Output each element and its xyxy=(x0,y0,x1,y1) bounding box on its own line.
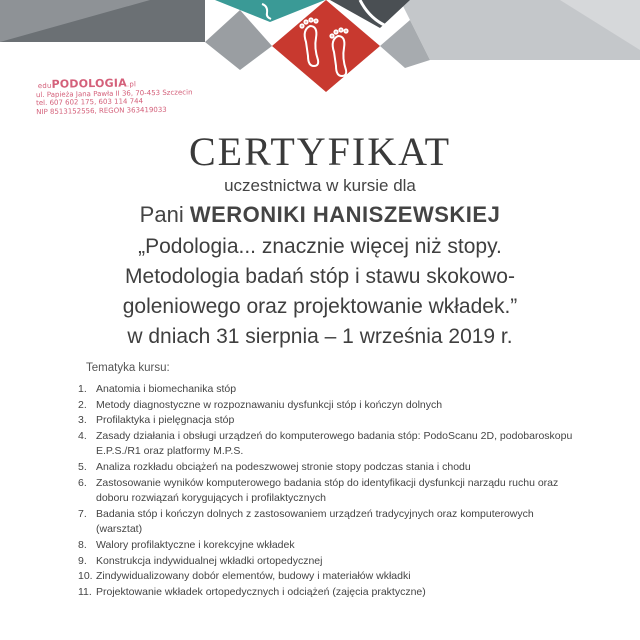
list-item: 7. Badania stóp i kończyn dolnych z zastosowaniem urządzeń tradycyjnych oraz komputerowych (warsztat) xyxy=(78,507,534,536)
list-item: 10. Zindywidualizowany dobór elementów, budowy i materiałów wkładki xyxy=(78,570,411,583)
list-item: 4. Zasady działania i obsługi urządzeń do komputerowego badania stóp: PodoScanu 2D, podobaroskopu E.P.S./R1 oraz platformy M.P.S. xyxy=(78,429,573,458)
course-line-1: „Podologia... znacznie więcej niż stopy. xyxy=(138,235,502,258)
stamp-phone: tel. 607 602 175, 603 114 744 xyxy=(36,97,144,108)
course-line-2: Metodologia badań stóp i stawu skokowo- xyxy=(125,265,515,288)
stamp-ids: NIP 8513152556, REGON 363419033 xyxy=(36,105,167,116)
stamp-address: ul. Papieża Jana Pawła II 36, 70-453 Szczecin xyxy=(35,87,193,99)
course-dates: w dniach 31 sierpnia – 1 września 2019 r. xyxy=(127,325,513,348)
company-stamp xyxy=(24,76,193,117)
list-item: 6. Zastosowanie wyników komputerowego badania stóp do identyfikacji dysfunkcji narządu ruchu oraz doboru rozwiązań korygujących i profilaktycznych xyxy=(78,476,559,505)
gray-diamond-left xyxy=(205,10,272,70)
list-item: 5. Analiza rozkładu obciążeń na podeszwowej stronie stopy podczas stania i chodu xyxy=(78,460,471,473)
certificate-title: CERTYFIKAT xyxy=(188,129,452,174)
topics-list xyxy=(78,382,578,600)
topics-label: Tematyka kursu: xyxy=(86,362,170,374)
course-line-3: goleniowego oraz projektowanie wkładek.” xyxy=(122,295,518,318)
recipient-name: WERONIKI HANISZEWSKIEJ xyxy=(189,202,501,227)
list-item: 2. Metody diagnostyczne w rozpoznawaniu dysfunkcji stóp i kończyn dolnych xyxy=(78,398,443,411)
course-title xyxy=(60,232,580,352)
certificate-subtitle: uczestnictwa w kursie dla xyxy=(224,176,416,195)
list-item: 11. Projektowanie wkładek ortopedycznych i odciążeń (zajęcia praktyczne) xyxy=(78,585,426,598)
list-item: 1. Anatomia i biomechanika stóp xyxy=(78,383,237,395)
recipient-prefix: Pani xyxy=(139,202,184,227)
list-item: 9. Konstrukcja indywidualnej wkładki ortopedycznej xyxy=(78,554,323,567)
list-item: 3. Profilaktyka i pielęgnacja stóp xyxy=(78,414,235,427)
recipient xyxy=(0,202,640,228)
stamp-brand: eduPODOLOGIA.pl xyxy=(37,76,137,91)
list-item: 8. Walory profilaktyczne i korekcyjne wkładek xyxy=(78,538,295,551)
